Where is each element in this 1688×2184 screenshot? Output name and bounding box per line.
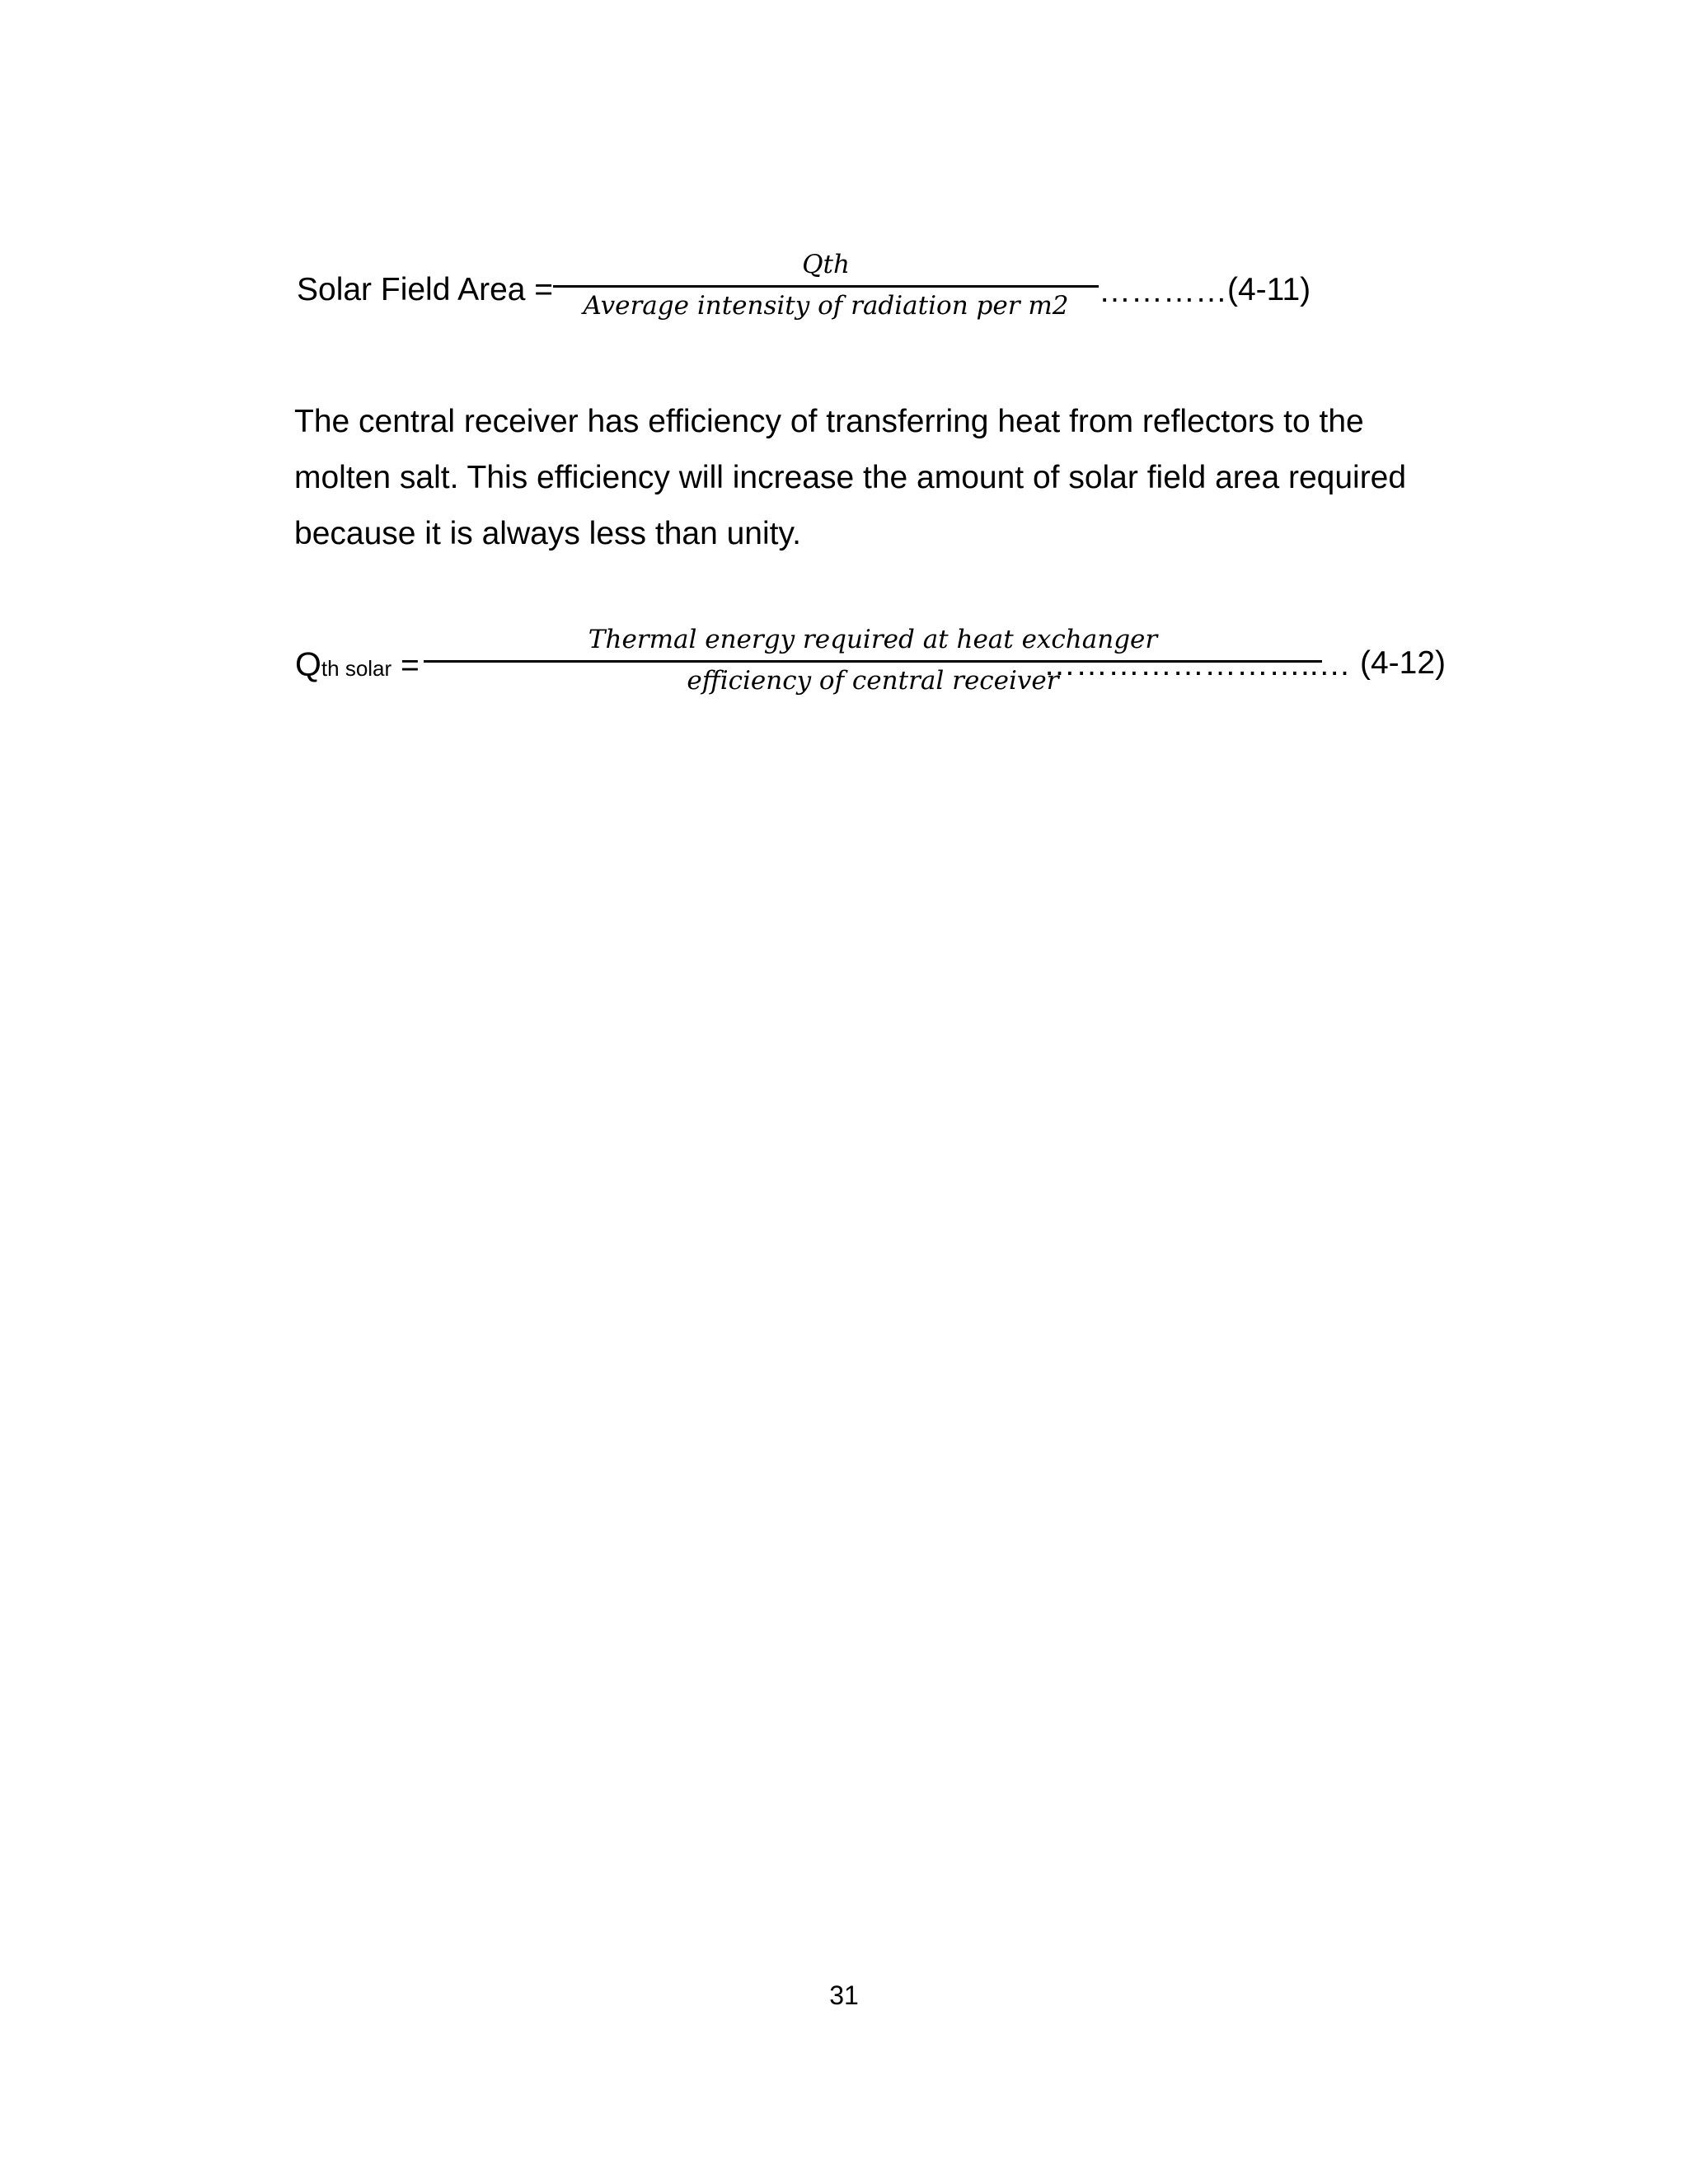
- paragraph-line: molten salt. This efficiency will increase the amount of solar field area required: [294, 460, 1407, 495]
- equation-number: (4-11): [1227, 272, 1311, 307]
- lhs-symbol: Q: [295, 645, 321, 683]
- fraction-denominator: Average intensity of radiation per m2: [583, 291, 1069, 321]
- equation-number: (4-12): [1360, 645, 1447, 681]
- equation-lhs: [295, 645, 420, 684]
- leader-dots: ……………………..…: [1043, 647, 1351, 682]
- lhs-subscript: th solar: [321, 656, 392, 681]
- paragraph-line: because it is always less than unity.: [294, 516, 801, 551]
- fraction-denominator: efficiency of central receiver: [687, 666, 1059, 696]
- equation-4-11: [295, 243, 1383, 350]
- paragraph-line: The central receiver has efficiency of transferring heat from reflectors to the: [294, 404, 1364, 439]
- page-number: 31: [829, 1980, 859, 2010]
- fraction-numerator: Thermal energy required at heat exchanger: [588, 625, 1158, 654]
- fraction: [553, 243, 1099, 334]
- leader-dots: …………: [1099, 274, 1227, 309]
- lhs-equals: =: [392, 648, 420, 683]
- equation-4-12: [295, 618, 1465, 725]
- body-paragraph: [294, 394, 1448, 562]
- fraction-bar: [553, 285, 1099, 288]
- fraction-numerator: Qth: [802, 250, 850, 279]
- equation-lhs: Solar Field Area =: [297, 272, 554, 307]
